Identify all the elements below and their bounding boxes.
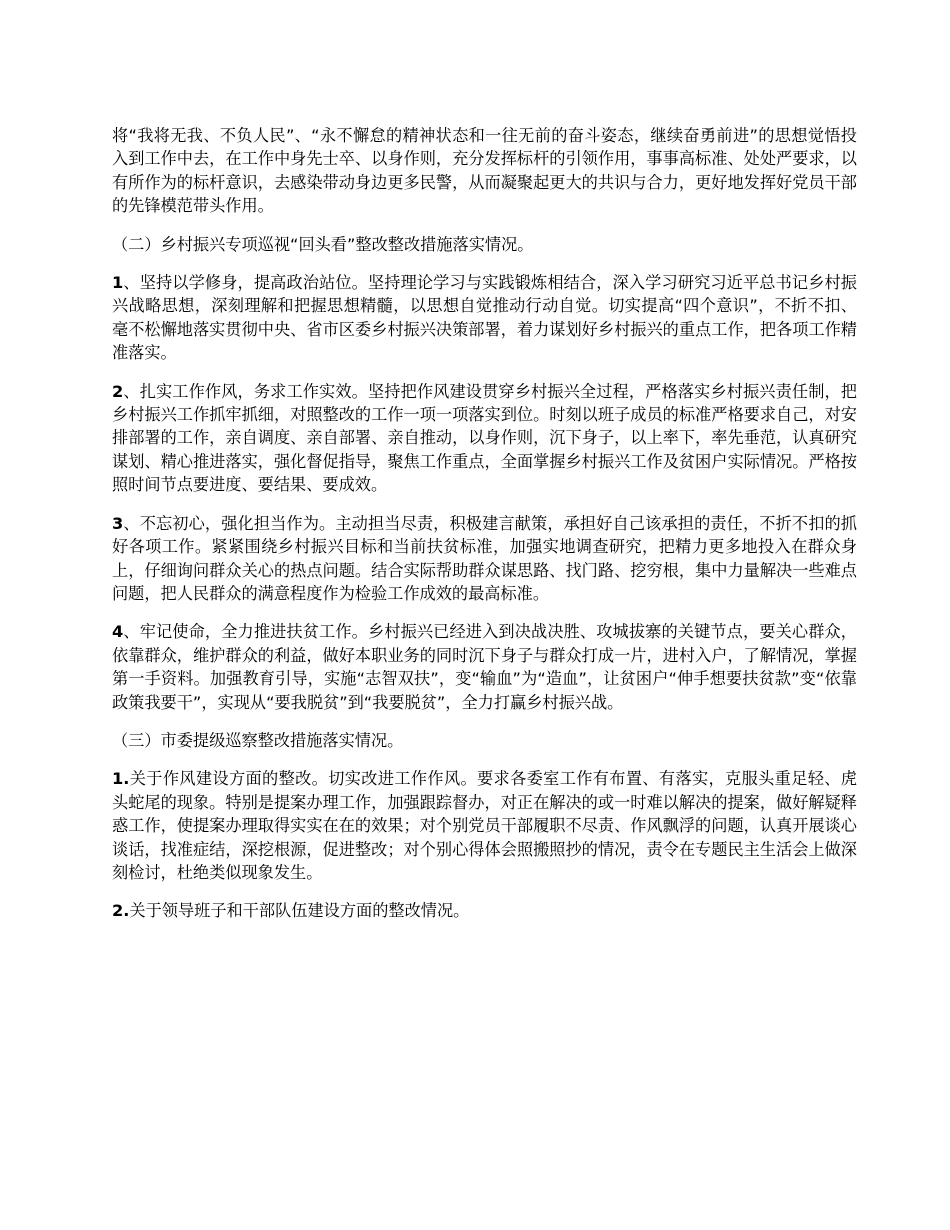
paragraph-text: 、坚持以学修身，提高政治站位。坚持理论学习与实践锻炼相结合，深入学习研究习近平总书记乡村振兴战略思想，深刻理解和把握思想精髓，以思想自觉推动行动自觉。切实提高“四个意识”，不折不扣、毫不松懈地落实贯彻中央、省市区委乡村振兴决策部署，着力谋划好乡村振兴的重点工作，把各项工作精准落实。 [112, 273, 857, 363]
paragraph-text: 、牢记使命，全力推进扶贫工作。乡村振兴已经进入到决战决胜、攻城拔寨的关键节点，要关心群众，依靠群众，维护群众的利益，做好本职业务的同时沉下身子与群众打成一片，进村入户，了解情况，掌握第一手资料。加强教育引导，实施“志智双扶”，变“输血”为“造血”，让贫困户“伸手想要扶贫款”变“依靠政策我要干”，实现从“要我脱贫”到“我要脱贫”，全力打赢乡村振兴战。 [112, 622, 857, 712]
paragraph-item-1 [112, 271, 857, 365]
paragraph-number: 4 [112, 622, 124, 642]
paragraph-text: 将“我将无我、不负人民”、“永不懈怠的精神状态和一往无前的奋斗姿态，继续奋勇前进”的思想觉悟投入到工作中去，在工作中身先士卒、以身作则，充分发挥标杆的引领作用，事事高标准、处处严要求，以有所作为的标杆意识，去感染带动身边更多民警，从而凝聚起更大的共识与合力，更好地发挥好党员干部的先锋模范带头作用。 [112, 126, 857, 216]
paragraph-number: 1 [112, 273, 124, 293]
paragraph-number: 3 [112, 513, 124, 533]
paragraph-number: 2. [112, 901, 130, 921]
paragraph-text: 、扎实工作作风，务求工作实效。坚持把作风建设贯穿乡村振兴全过程，严格落实乡村振兴责任制，把乡村振兴工作抓牢抓细，对照整改的工作一项一项落实到位。时刻以班子成员的标准严格要求自己，对安排部署的工作，亲自调度、亲自部署、亲自推动，以身作则，沉下身子，以上率下，率先垂范，认真研究谋划、精心推进落实，强化督促指导，聚焦工作重点，全面掌握乡村振兴工作及贫困户实际情况。严格按照时间节点要进度、要结果、要成效。 [112, 381, 857, 495]
paragraph-item-3 [112, 512, 857, 606]
paragraph-text: 、不忘初心，强化担当作为。主动担当尽责，积极建言献策，承担好自己该承担的责任，不折不扣的抓好各项工作。紧紧围绕乡村振兴目标和当前扶贫标准，加强实地调查研究，把精力更多地投入在群众身上，仔细询问群众关心的热点问题。结合实际帮助群众谋思路、找门路、挖穷根，集中力量解决一些难点问题，把人民群众的满意程度作为检验工作成效的最高标准。 [112, 513, 857, 603]
paragraph-intro [112, 124, 857, 218]
paragraph-number: 1. [112, 769, 130, 789]
paragraph-subitem-1 [112, 767, 857, 884]
document-body [112, 124, 857, 923]
paragraph-number: 2 [112, 381, 124, 401]
section-heading-text: （二）乡村振兴专项巡视“回头看”整改整改措施落实情况。 [112, 234, 534, 254]
paragraph-text: 关于领导班子和干部队伍建设方面的整改情况。 [129, 901, 470, 921]
paragraph-text: 关于作风建设方面的整改。切实改进工作作风。要求各委室工作有布置、有落实，克服头重足轻、虎头蛇尾的现象。特别是提案办理工作，加强跟踪督办，对正在解决的或一时难以解决的提案，做好解疑释惑工作，使提案办理取得实实在在的效果；对个别党员干部履职不尽责、作风飘浮的问题，认真开展谈心谈话，找准症结，深挖根源，促进整改；对个别心得体会照搬照抄的情况，责令在专题民主生活会上做深刻检讨，杜绝类似现象发生。 [112, 769, 857, 882]
paragraph-subitem-2 [112, 899, 857, 922]
paragraph-item-4 [112, 620, 857, 714]
paragraph-item-2 [112, 380, 857, 497]
section-heading-3 [112, 729, 857, 752]
section-heading-2 [112, 233, 857, 256]
section-heading-text: （三）市委提级巡察整改措施落实情况。 [112, 730, 404, 750]
